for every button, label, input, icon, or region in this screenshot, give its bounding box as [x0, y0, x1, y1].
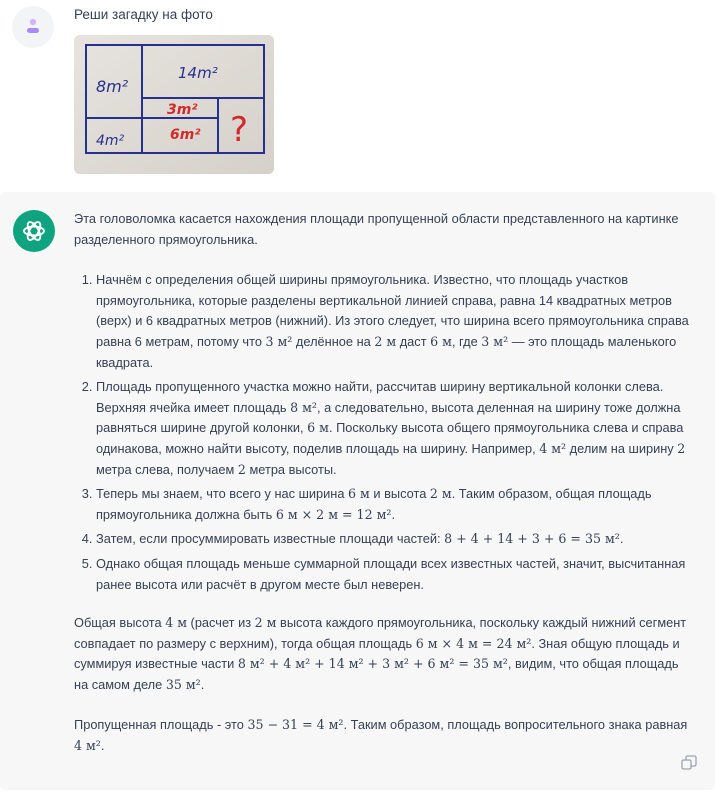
step-text: Затем, если просуммировать известные площади частей:	[96, 531, 445, 547]
bottom-spacer	[0, 790, 727, 803]
step-text: Однако общая площадь меньше суммарной площади всех известных частей, значит, высчитанная ранее высота или расчёт в другом месте был неверен.	[96, 555, 686, 592]
step-math: 6 м	[430, 333, 452, 349]
answer-paragraph-conclusion: Пропущенная площадь - это 35 − 31 = 4 м². Таким образом, площадь вопросительного знака равная 4 м².	[74, 717, 688, 754]
step-text: метра высоты.	[245, 461, 337, 477]
step-math: 4 м²	[539, 440, 567, 456]
solution-steps	[74, 270, 694, 595]
user-avatar-icon	[23, 15, 43, 39]
step-item	[96, 377, 694, 480]
step-math: 2 м	[374, 333, 397, 349]
step-math: 3 м²	[265, 333, 293, 349]
step-item	[96, 484, 694, 525]
step-text: — это площадь маленького квадрата.	[96, 333, 677, 370]
step-text: даст	[396, 333, 431, 349]
cell-6m2: 6m²	[170, 127, 201, 143]
step-math: 8 м²	[290, 399, 317, 415]
step-math: 6 м	[348, 486, 370, 502]
riddle-photo[interactable]	[74, 35, 274, 174]
assistant-message-row	[0, 192, 715, 790]
step-item	[96, 270, 694, 373]
cell-14m2: 14m²	[178, 64, 218, 82]
user-prompt-text: Реши загадку на фото	[74, 7, 213, 22]
copy-button[interactable]	[680, 754, 698, 772]
step-text: Начнём с определения общей ширины прямоугольника. Известно, что площадь участков прямоугольника, которые разделены вертикальной линией справа, равна 14 квадратных метров (верх) и 6 квадратных метров (нижний). Из этого следует, что ширина всего прямоугольника справа равна 6 метрам, потому что	[96, 272, 689, 349]
step-text: , где	[451, 333, 482, 349]
step-math: 2 м	[429, 486, 452, 502]
step-text: Площадь пропущенного участка можно найти, рассчитав ширину вертикальной колонки слева. Верхняя ячейка имеет площадь	[96, 379, 664, 415]
step-text: . Поскольку высота общего прямоугольника слева и справа одинакова, можно найти высоту, поделив площадь на ширину. Например,	[96, 420, 684, 456]
cell-8m2: 8m²	[96, 77, 129, 96]
step-item	[96, 554, 694, 595]
answer-paragraph-height: Общая высота 4 м (расчет из 2 м высота каждого прямоугольника, поскольку каждый нижний сегмент совпадает по размеру с верхним), тогда общая площадь 6 м × 4 м = 24 м². Зная общую площадь и суммируя известные части 8 м² + 4 м² + 14 м² + 3 м² + 6 м² = 35 м², видим, что общая площадь на самом деле 35 м².	[74, 615, 687, 692]
step-text: Теперь мы знаем, что всего у нас ширина	[96, 486, 349, 502]
cell-4m2: 4m²	[96, 133, 125, 149]
step-math: 3 м²	[481, 333, 509, 349]
step-math: 6 м	[307, 420, 329, 436]
cell-3m2: 3m²	[167, 102, 198, 118]
user-message-row	[0, 0, 727, 190]
answer-intro: Эта головоломка касается нахождения площади пропущенной области представленного на картинке разделенного прямоугольника.	[74, 211, 679, 247]
step-text: делим на ширину	[566, 440, 678, 456]
step-text: делённое на	[292, 333, 375, 349]
step-math: 2	[677, 440, 686, 456]
step-math: 2	[237, 461, 246, 477]
step-text: метра слева, получаем	[96, 461, 238, 477]
openai-logo-icon	[20, 217, 48, 245]
assistant-avatar	[13, 210, 55, 252]
step-text: и высота	[369, 486, 430, 502]
riddle-diagram	[74, 35, 274, 174]
step-text: , а следовательно, высота деленная на ширину тоже должна равняться ширине другой колонки,	[96, 399, 681, 436]
step-text: .	[619, 531, 624, 547]
assistant-answer	[74, 209, 694, 757]
step-text: .	[391, 506, 395, 522]
step-text: . Таким образом, общая площадь прямоугольника должна быть	[96, 486, 652, 522]
cell-question-mark: ?	[230, 110, 249, 150]
copy-icon	[680, 754, 698, 772]
step-item	[96, 529, 694, 550]
step-math: 6 м × 2 м = 12 м²	[275, 506, 392, 522]
user-avatar	[12, 6, 54, 48]
step-math: 8 + 4 + 14 + 3 + 6 = 35 м²	[444, 531, 620, 547]
